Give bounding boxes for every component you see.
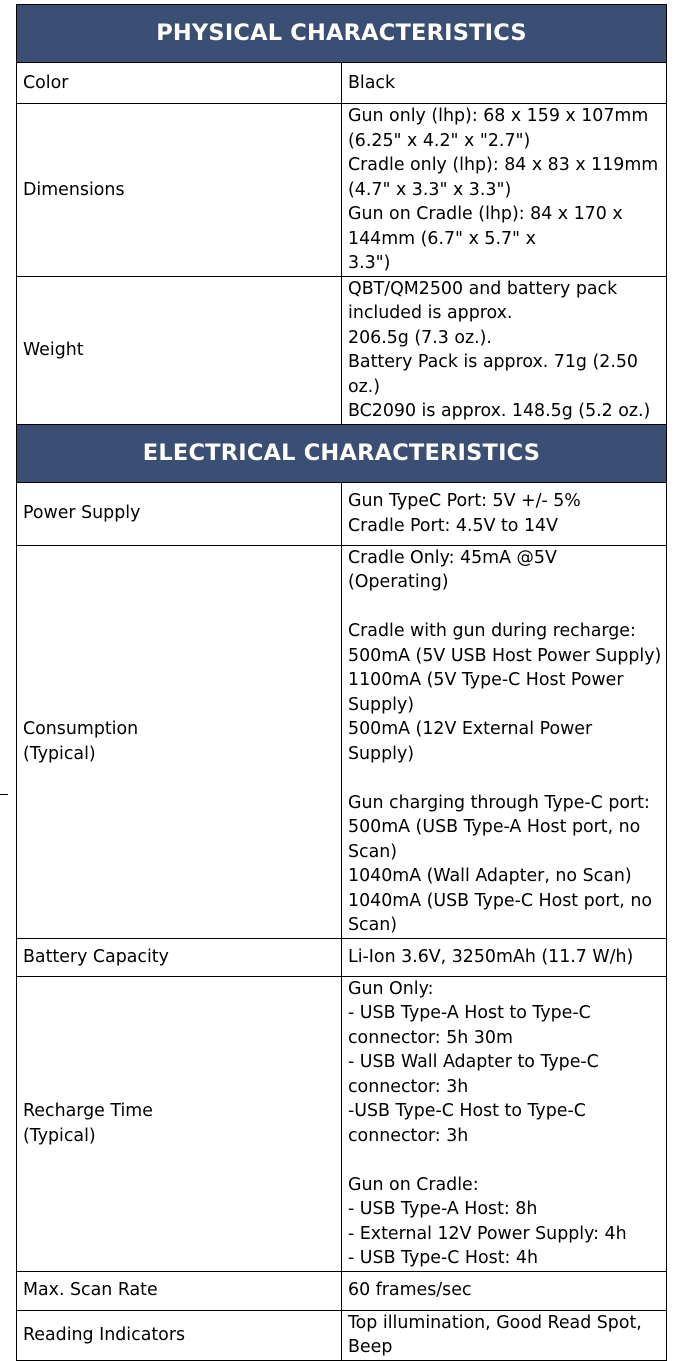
- row-value-weight: QBT/QM2500 and battery pack included is approx. 206.5g (7.3 oz.). Battery Pack is approx. 71g (2.50 oz.) BC2090 is approx. 148.5g (5.2 oz.): [342, 276, 667, 424]
- table-row: [17, 545, 667, 938]
- row-value-color: Black: [342, 63, 667, 104]
- specifications-table: [16, 4, 667, 1361]
- table-row: [17, 482, 667, 545]
- table-row: [17, 1271, 667, 1310]
- table-row: [17, 976, 667, 1271]
- table-row: [17, 938, 667, 976]
- row-label-color: Color: [17, 63, 342, 104]
- margin-tick-mark: [0, 794, 8, 795]
- row-value-power-supply: Gun TypeC Port: 5V +/- 5% Cradle Port: 4.5V to 14V: [342, 482, 667, 545]
- table-row: [17, 104, 667, 277]
- table-row: [17, 1310, 667, 1360]
- row-value-max-scan-rate: 60 frames/sec: [342, 1271, 667, 1310]
- section-header-physical: [17, 5, 667, 63]
- row-label-dimensions: Dimensions: [17, 104, 342, 277]
- row-value-recharge-time: Gun Only: - USB Type-A Host to Type-C connector: 5h 30m - USB Wall Adapter to Type-C connector: 3h -USB Type-C Host to Type-C connector: 3h Gun on Cradle: - USB Type-A Host: 8h - External 12V Power Supply: 4h - USB Type-C Host: 4h: [342, 976, 667, 1271]
- section-header-electrical: [17, 424, 667, 482]
- section-title: PHYSICAL CHARACTERISTICS: [17, 5, 667, 63]
- row-value-reading-indicators: Top illumination, Good Read Spot, Beep: [342, 1310, 667, 1360]
- row-label-recharge-time: Recharge Time (Typical): [17, 976, 342, 1271]
- section-title: ELECTRICAL CHARACTERISTICS: [17, 424, 667, 482]
- row-label-consumption: Consumption (Typical): [17, 545, 342, 938]
- row-label-max-scan-rate: Max. Scan Rate: [17, 1271, 342, 1310]
- row-label-battery-capacity: Battery Capacity: [17, 938, 342, 976]
- row-label-weight: Weight: [17, 276, 342, 424]
- table-row: [17, 276, 667, 424]
- row-value-battery-capacity: Li-Ion 3.6V, 3250mAh (11.7 W/h): [342, 938, 667, 976]
- row-value-consumption: Cradle Only: 45mA @5V (Operating) Cradle with gun during recharge: 500mA (5V USB Host Power Supply) 1100mA (5V Type-C Host Power Supply) 500mA (12V External Power Supply) Gun charging through Type-C port: 500mA (USB Type-A Host port, no Scan) 1040mA (Wall Adapter, no Scan) 1040mA (USB Type-C Host port, no Scan): [342, 545, 667, 938]
- table-row: [17, 63, 667, 104]
- row-value-dimensions: Gun only (lhp): 68 x 159 x 107mm (6.25" x 4.2" x "2.7") Cradle only (lhp): 84 x 83 x 119mm (4.7" x 3.3" x 3.3") Gun on Cradle (lhp): 84 x 170 x 144mm (6.7" x 5.7" x 3.3"): [342, 104, 667, 277]
- row-label-power-supply: Power Supply: [17, 482, 342, 545]
- row-label-reading-indicators: Reading Indicators: [17, 1310, 342, 1360]
